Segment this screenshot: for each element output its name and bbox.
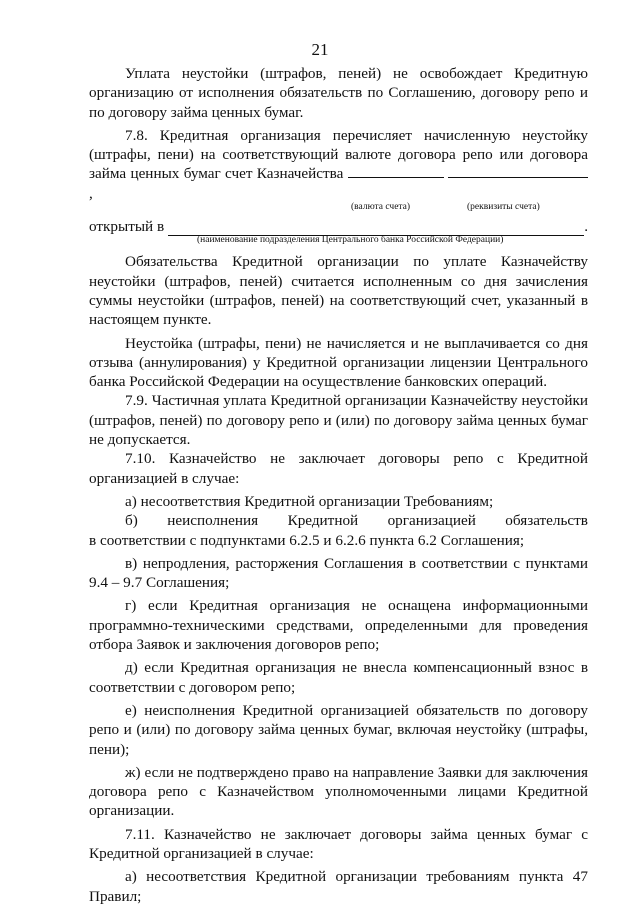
caption-division: (наименование подразделения Центрального банка Российской Федерации): [197, 235, 504, 246]
opened-in-line: открытый в .: [89, 218, 588, 236]
item-b-word: б): [125, 512, 138, 530]
item-g: г) если Кредитная организация не оснащена информационными программно-техническими средствами, определенными для проведения отбора Заявок и заключения договоров репо;: [89, 597, 588, 654]
item-zh: ж) если не подтверждено право на направление Заявки для заключения договора репо с Казначейством уполномоченными лицами Кредитной организации.: [89, 763, 588, 820]
page-number: 21: [311, 40, 329, 59]
item-a: а) несоответствия Кредитной организации Требованиям;: [125, 492, 494, 510]
item-d: д) если Кредитная организация не внесла компенсационный взнос в соответствии с договором репо;: [89, 659, 588, 696]
caption-row-account: [89, 203, 588, 215]
item-b-line2: в соответствии с подпунктами 6.2.5 и 6.2.6 пункта 6.2 Соглашения;: [89, 531, 525, 549]
item-b-word: организацией: [387, 512, 476, 530]
paragraph-penalty-not-charged: Неустойка (штрафы, пени) не начисляется и не выплачивается со дня отзыва (аннулирования) у Кредитной организации лицензии Центрального банка Российской Федерации на осуществление банковских операций.: [89, 334, 588, 391]
caption-currency: (валюта счета): [351, 202, 411, 213]
paragraph-7-11: 7.11. Казначейство не заключает договоры займа ценных бумаг с Кредитной организацией в случае:: [89, 825, 588, 862]
item-a2: а) несоответствия Кредитной организации требованиям пункта 47 Правил;: [89, 868, 588, 905]
caption-details: (реквизиты счета): [467, 202, 540, 213]
item-b-word: Кредитной: [287, 512, 359, 530]
item-e: е) неисполнения Кредитной организацией обязательств по договору репо и (или) по договору займа ценных бумаг, включая неустойку (штрафы, пени);: [89, 701, 588, 758]
paragraph-7-8: 7.8. Кредитная организация перечисляет начисленную неустойку (штрафы, пени) на соответствующий валюте договора репо или договора займа ценных бумаг счет Казначейства ,: [89, 126, 588, 202]
item-b-word: неисполнения: [167, 512, 259, 530]
item-b-word: обязательств: [505, 512, 588, 530]
paragraph-7-10: 7.10. Казначейство не заключает договоры репо с Кредитной организацией в случае:: [89, 450, 588, 487]
caption-row-division: [89, 236, 588, 248]
item-v: в) непродления, расторжения Соглашения в соответствии с пунктами 9.4 – 9.7 Соглашения;: [89, 554, 588, 592]
paragraph-penalty-payment: Уплата неустойки (штрафов, пеней) не освобождает Кредитную организацию от исполнения обязательств по Соглашению, договору репо и по договору займа ценных бумаг.: [89, 65, 588, 121]
paragraph-obligations: Обязательства Кредитной организации по уплате Казначейству неустойки (штрафов, пеней) считается исполненным со дня зачисления суммы неустойки (штрафов, пеней) на соответствующий счет, указанный в настоящем пункте.: [89, 253, 588, 329]
document-body: [89, 64, 588, 906]
opened-in-label: открытый в: [89, 218, 165, 236]
paragraph-7-9: 7.9. Частичная уплата Кредитной организации Казначейству неустойки (штрафов, пеней) по договору репо и (или) по договору займа ценных бумаг не допускается.: [89, 392, 588, 449]
item-b-line1: [89, 511, 588, 530]
